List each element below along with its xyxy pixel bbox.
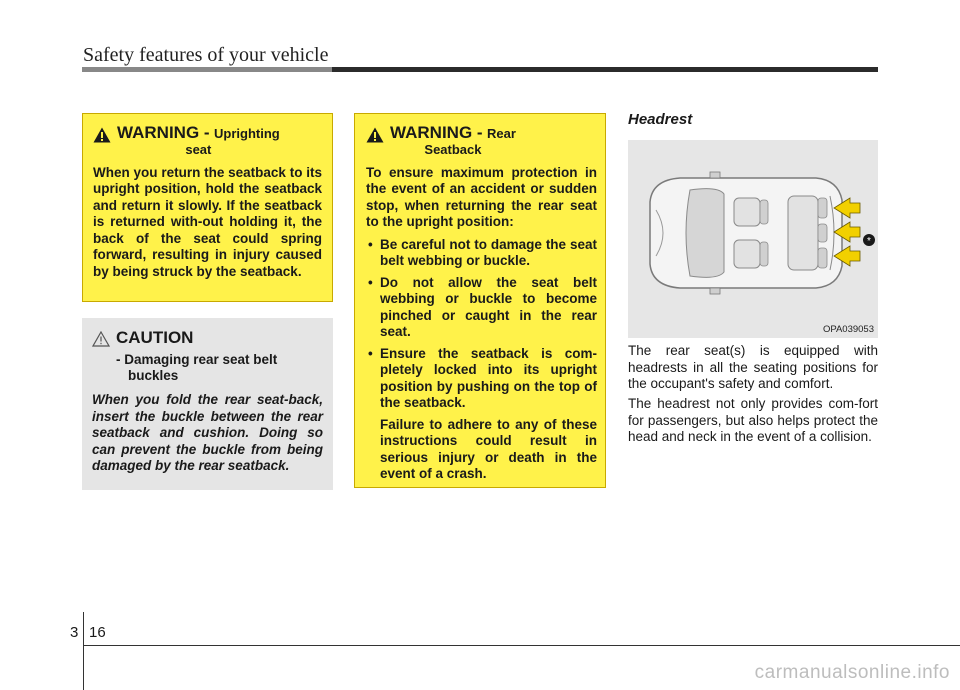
header-rule: [82, 67, 878, 72]
warning-label: WARNING -: [117, 123, 210, 142]
warning-triangle-icon: [366, 127, 384, 143]
warning-box-header: [366, 124, 597, 157]
caution-body: When you fold the rear seat-back, insert the buckle between the rear seatback and cushion. Doing so can prevent the buckle from being damaged by the rear seatback.: [92, 392, 323, 473]
page-number: 16: [89, 624, 106, 641]
figure-code: OPA039053: [822, 324, 874, 335]
caution-triangle-icon: [92, 331, 110, 347]
warning-box-header: [93, 124, 322, 157]
warning-box-uprighting-seat: [82, 113, 333, 302]
warning-subject-cont: seat: [185, 141, 212, 157]
caution-label: CAUTION: [116, 328, 194, 347]
headrest-paragraph-2: The headrest not only provides com-fort for passengers, but also helps protect the head and neck in the event of a collision.: [628, 396, 878, 444]
warning-bullet-list: [366, 237, 597, 412]
warning-box-rear-seatback: [354, 113, 606, 488]
headrest-figure: [628, 140, 878, 338]
warning-subject: Uprighting: [214, 126, 280, 141]
warning-closing: Failure to adhere to any of these instructions could result in serious injury or death in the event of a crash.: [380, 416, 597, 482]
list-item: • Be careful not to damage the seat belt webbing or buckle.: [366, 237, 597, 270]
watermark: carmanualsonline.info: [754, 662, 950, 683]
warning-body: When you return the seatback to its upright position, hold the seatback and return it slowly. If the seatback is returned with-out holding it, the back of the seat could spring forward, resulting in injury caused by being struck by the seatback.: [93, 164, 322, 279]
warning-intro: To ensure maximum protection in the event of an accident or sudden stop, when returning the rear seat to the upright position:: [366, 164, 597, 230]
section-heading-headrest: Headrest: [628, 111, 693, 128]
caution-subject: - Damaging rear seat belt: [116, 352, 278, 367]
warning-triangle-icon: [93, 127, 111, 143]
svg-text:*: *: [867, 236, 871, 247]
warning-subject-cont: Seatback: [424, 141, 482, 157]
caution-subject-cont: buckles: [128, 368, 179, 383]
list-item: • Do not allow the seat belt webbing or buckle to become pinched or caught in the rear seat.: [366, 275, 597, 341]
list-item: • Ensure the seatback is com-pletely locked into its upright position by pushing on the top of the seatback.: [366, 346, 597, 412]
warning-subject: Rear: [487, 126, 516, 141]
caution-box-buckles: [82, 318, 333, 490]
footer-rule-vertical: [83, 612, 84, 690]
warning-label: WARNING -: [390, 123, 483, 142]
page-chapter-number: 3: [70, 624, 79, 641]
headrest-paragraph-1: The rear seat(s) is equipped with headrests in all the seating positions for the occupant's safety and comfort.: [628, 343, 878, 391]
page-header-title: Safety features of your vehicle: [83, 44, 329, 66]
caution-box-header: [92, 328, 323, 348]
footer-rule-horizontal: [83, 645, 960, 646]
car-top-view-illustration: [628, 140, 878, 338]
